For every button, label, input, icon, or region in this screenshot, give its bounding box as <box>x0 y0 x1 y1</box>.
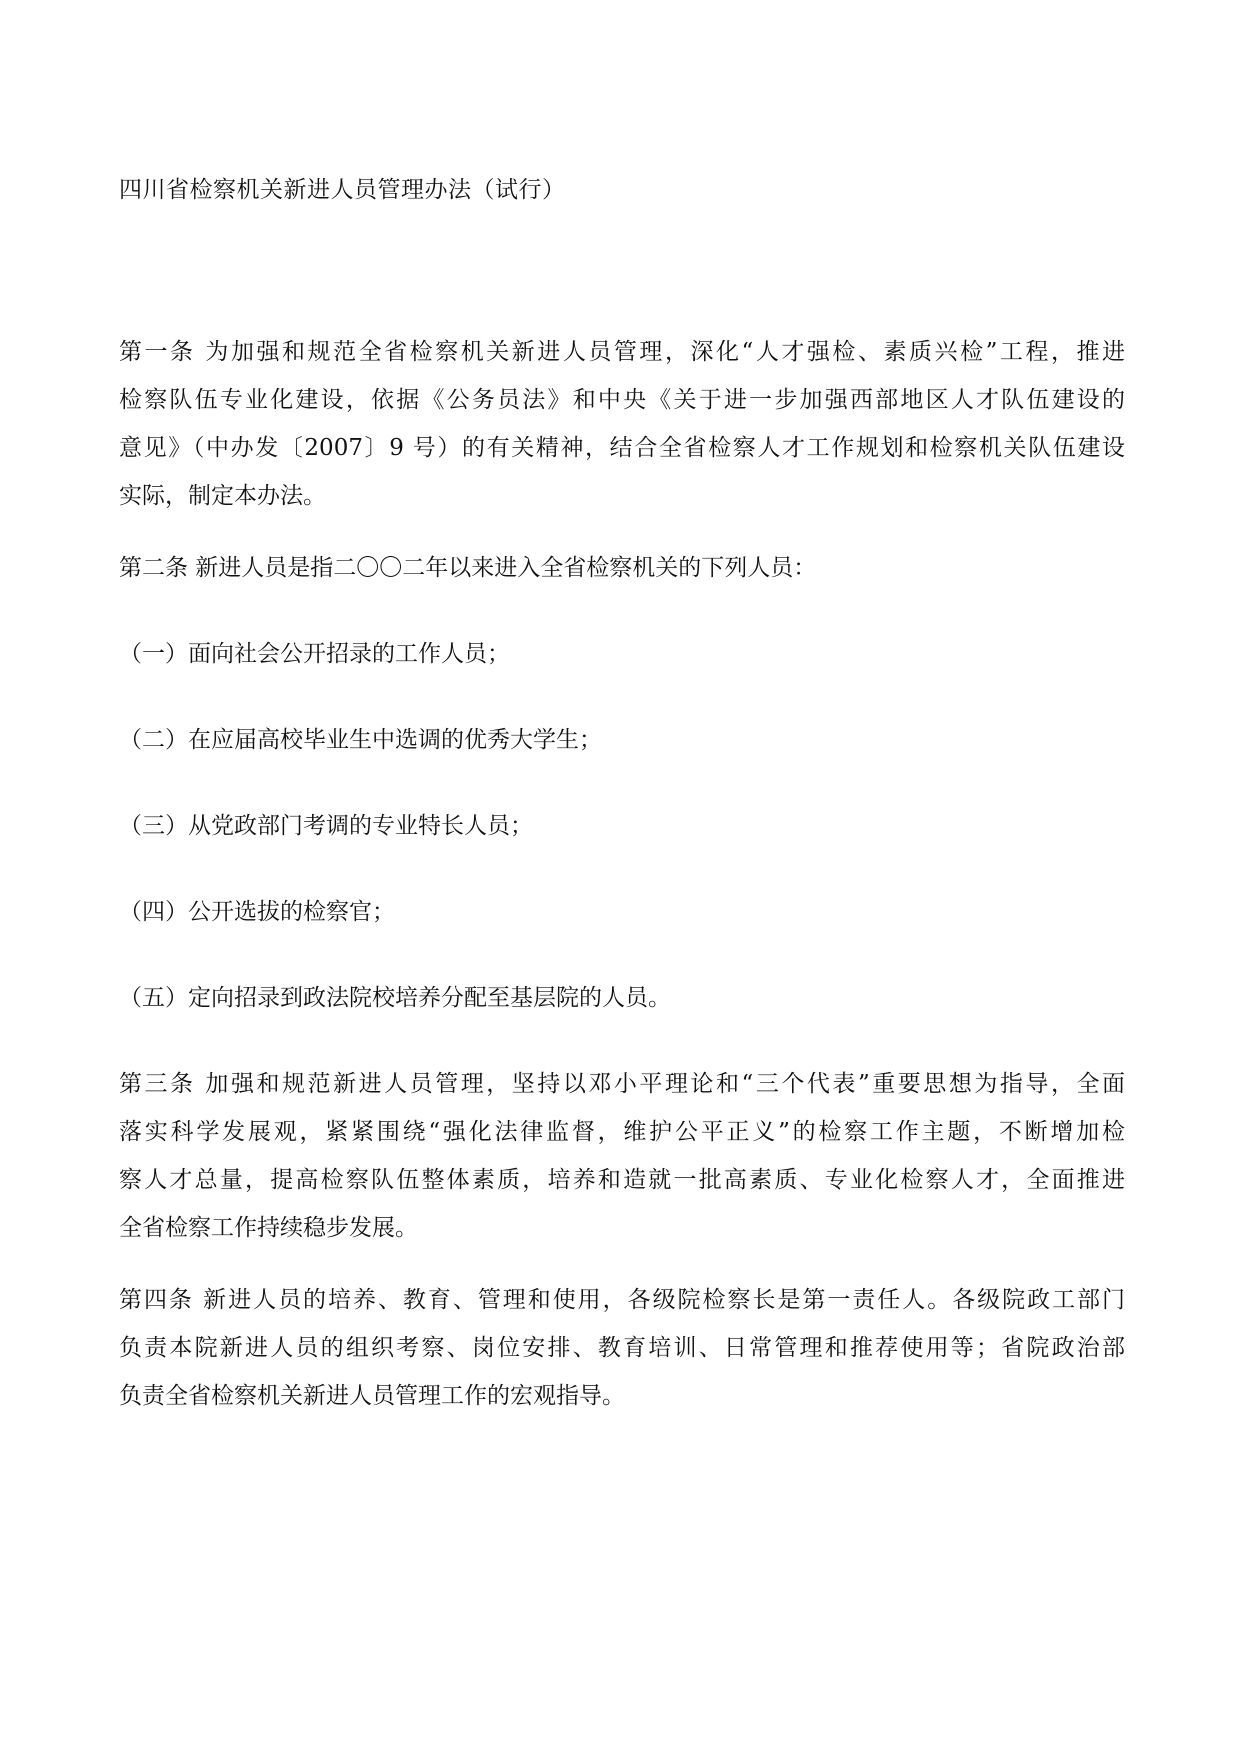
article-3 <box>119 1060 1125 1252</box>
article-2 <box>119 544 1125 592</box>
article-3-line: 察人才总量，提高检察队伍整体素质，培养和造就一批高素质、专业化检察人才，全面推进 <box>119 1167 1125 1193</box>
article-4-line: 第四条 新进人员的培养、教育、管理和使用，各级院检察长是第一责任人。各级院政工部门 <box>119 1287 1125 1313</box>
article-1-line: 检察队伍专业化建设，依据《公务员法》和中央《关于进一步加强西部地区人才队伍建设的 <box>119 387 1125 413</box>
article-4-line: 负责本院新进人员的组织考察、岗位安排、教育培训、日常管理和推荐使用等；省院政治部 <box>119 1335 1125 1361</box>
document-title: 四川省检察机关新进人员管理办法（试行） <box>119 177 566 203</box>
article-3-line: 落实科学发展观，紧紧围绕“强化法律监督，维护公平正义”的检察工作主题，不断增加检 <box>119 1119 1125 1145</box>
list-item-2 <box>119 716 1125 764</box>
list-item-1 <box>119 630 1125 678</box>
list-item-line: （五）定向招录到政法院校培养分配至基层院的人员。 <box>119 985 671 1011</box>
article-3-line: 第三条 加强和规范新进人员管理，坚持以邓小平理论和“三个代表”重要思想为指导，全面 <box>119 1071 1125 1097</box>
article-1-line: 第一条 为加强和规范全省检察机关新进人员管理，深化“人才强检、素质兴检”工程，推进 <box>119 339 1125 365</box>
list-item-5 <box>119 974 1125 1022</box>
article-1-line: 实际，制定本办法。 <box>119 483 326 509</box>
article-4 <box>119 1276 1125 1420</box>
list-item-line: （四）公开选拔的检察官； <box>119 899 395 925</box>
list-item-line: （二）在应届高校毕业生中选调的优秀大学生； <box>119 727 602 753</box>
list-item-3 <box>119 802 1125 850</box>
article-1 <box>119 328 1125 520</box>
article-4-line: 负责全省检察机关新进人员管理工作的宏观指导。 <box>119 1383 625 1409</box>
list-item-line: （一）面向社会公开招录的工作人员； <box>119 641 510 667</box>
article-3-line: 全省检察工作持续稳步发展。 <box>119 1215 418 1241</box>
list-item-4 <box>119 888 1125 936</box>
article-1-line: 意见》（中办发〔2007〕9 号）的有关精神，结合全省检察人才工作规划和检察机关队伍建设 <box>119 435 1125 461</box>
article-2-line: 第二条 新进人员是指二〇〇二年以来进入全省检察机关的下列人员： <box>119 555 817 581</box>
list-item-line: （三）从党政部门考调的专业特长人员； <box>119 813 533 839</box>
